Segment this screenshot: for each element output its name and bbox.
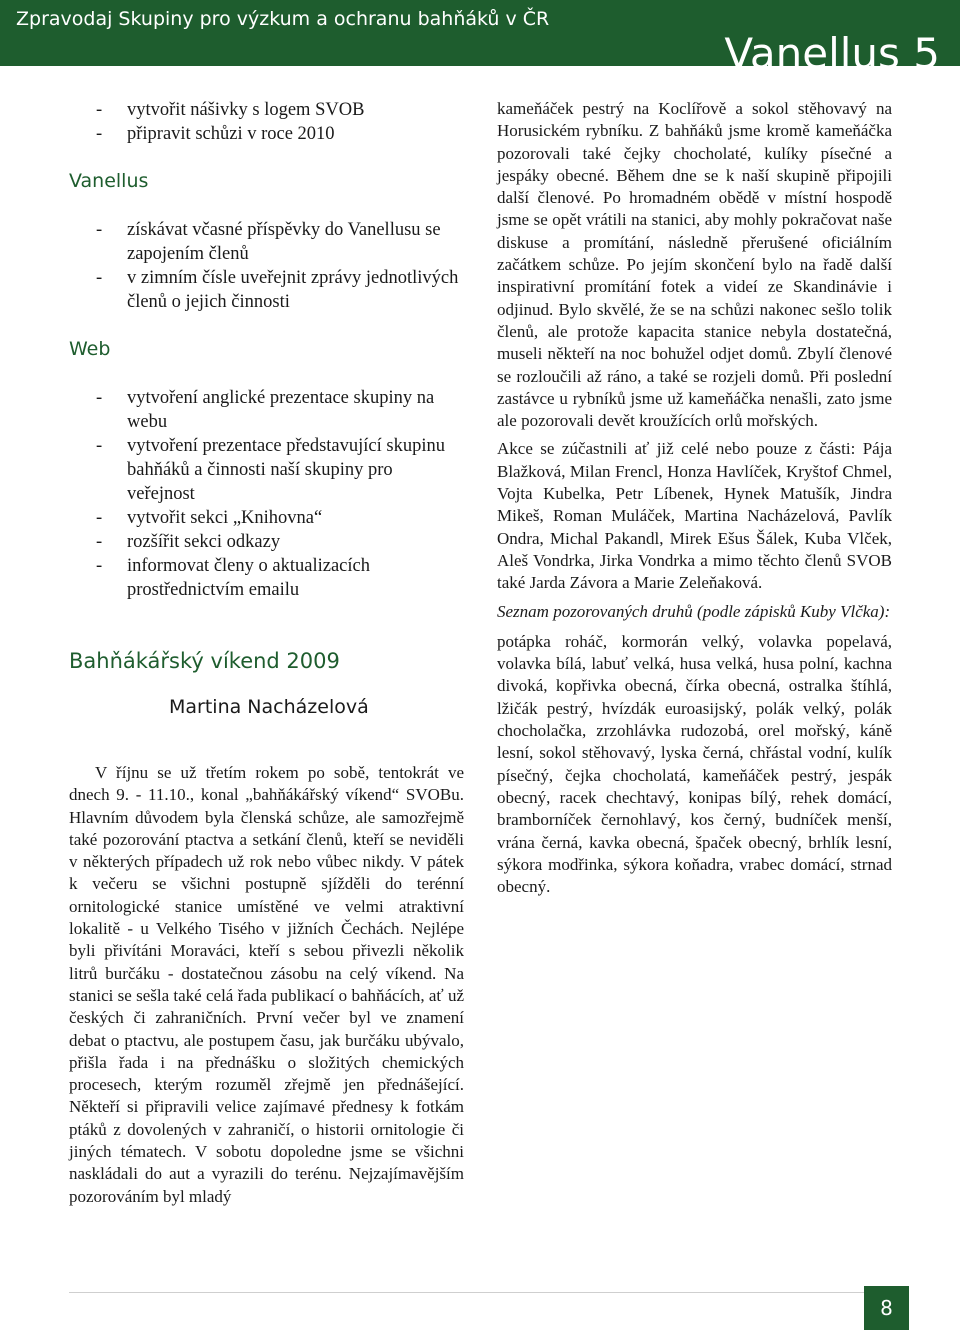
- list-item: - v zimním čísle uveřejnit zprávy jednotlivých členů o jejich činnosti: [69, 266, 464, 314]
- list-item: - získávat včasné příspěvky do Vanellusu se zapojením členů: [69, 218, 464, 266]
- section-heading-vanellus: Vanellus: [69, 170, 149, 192]
- list-item: - vytvořit sekci „Knihovna“: [69, 506, 464, 530]
- article-title: Bahňákářský víkend 2009: [69, 649, 340, 673]
- list-vanellus: [69, 218, 464, 314]
- list-goals: [69, 98, 464, 146]
- right-column: [497, 98, 892, 898]
- list-web: [69, 386, 464, 602]
- page-number: 8: [864, 1286, 909, 1330]
- header-bar: [0, 0, 960, 78]
- list-item: - připravit schůzi v roce 2010: [69, 122, 464, 146]
- article-paragraph: kameňáček pestrý na Koclířově a sokol stěhovavý na Horusickém rybníku. Z bahňáků jsme kromě kameňáčka pozorovali také čejky chocholaté, kulíky písečné a jespáky obecné. Během dne se k naší skupině připojili další členové. Po hromadném obědě v místní hospodě jsme se opět vrátili na stanici, aby mohly pokračovat naše diskuse a promítání, následně přerušené oficiálním začátkem schůze. Po jejím skončení bylo na řadě další inspirativní promítání fotek a videí ze Skandinávie i odjinud. Bylo skvělé, že se na schůzi nakonec sešlo tolik členů, ale protože kapacita stanice nebyla dostatečná, museli někteří na noc bohužel odjet domů. Zbylí členové se rozloučili až ráno, a také se rozjeli domů. Při poslední zastávce u rybníků jsme už kameňáčka nenašli, zato jsme ale pozorovali devět kroužících orlů mořských.: [497, 99, 892, 431]
- list-item: - rozšířit sekci odkazy: [69, 530, 464, 554]
- footer-divider: [69, 1292, 909, 1293]
- species-heading: Seznam pozorovaných druhů (podle zápisků Kuby Vlčka):: [497, 601, 891, 621]
- section-heading-web: Web: [69, 338, 111, 360]
- left-column: [69, 98, 464, 1208]
- list-item: - informovat členy o aktualizacích prostřednictvím emailu: [69, 554, 464, 602]
- species-list: potápka roháč, kormorán velký, volavka popelavá, volavka bílá, labuť velká, husa velká, husa polní, kachna divoká, kopřivka obecná, čírka obecná, ostralka štíhlá, lžičák pestrý, hvízdák euroasijský, polák velký, polák chocholačka, zrzohlávka rudozobá, orel mořský, káně lesní, sokol stěhovavý, lyska černá, chřástal vodní, kulík písečný, čejka chocholatá, kameňáček pestrý, jespák obecný, racek chechtavý, konipas bílý, rehek domácí, bramborníček černohlavý, kos černý, budníček menší, vrána černá, kavka obecná, špaček obecný, brhlík lesní, sýkora modřinka, sýkora koňadra, vrabec domácí, strnad obecný.: [497, 631, 892, 897]
- list-item: - vytvoření prezentace představující skupinu bahňáků a činnosti naší skupiny pro veřejnost: [69, 434, 464, 506]
- article-author: Martina Nacházelová: [169, 696, 369, 718]
- list-item: - vytvořit nášivky s logem SVOB: [69, 98, 464, 122]
- participants-paragraph: Akce se zúčastnili ať již celé nebo pouze z části: Pája Blažková, Milan Frencl, Honza Havlíček, Kryštof Chmel, Vojta Kubelka, Petr Líbenek, Hynek Matušík, Jindra Mikeš, Roman Muláček, Martina Nacházelová, Pavlík Ondra, Michal Pakandl, Mirek Ešus Šálek, Kuba Vlček, Aleš Vondrka, Jirka Vondrka a mimo těchto členů SVOB také Jarda Závora a Marie Zeleňaková.: [497, 439, 892, 593]
- journal-issue: Vanellus 5: [724, 29, 940, 78]
- list-item: - vytvoření anglické prezentace skupiny na webu: [69, 386, 464, 434]
- newsletter-title: Zpravodaj Skupiny pro výzkum a ochranu bahňáků v ČR: [16, 8, 550, 30]
- article-paragraph: V říjnu se už třetím rokem po sobě, tentokrát ve dnech 9. - 11.10., konal „bahňákářský víkend“ SVOBu. Hlavním důvodem byla členská schůze, ale samozřejmě také pozorování ptactva a setkání členů, kteří se neviděli v některých případech už rok nebo vůbec nikdy. V pátek k večeru se všichni postupně sjížděli do terénní ornitologické stanice umístěné ve velmi atraktivní lokalitě - u Velkého Tisého v jižních Čechách. Nejlépe byli přivítáni Moraváci, kteří s sebou přivezli několik litrů burčáku - dostatečnou zásobu na celý víkend. Na stanici se sešla také celá řada publikací o bahňácích, ať už českých či zahraničních. První večer byl ve znamení debat o ptactvu, ale postupem času, jak burčáku ubývalo, přišla řada i na přednášku o složitých chemických procesech, kterým rozuměl zřejmě jen přednášející. Někteří si připravili velice zajímavé přednesy k fotkám ptáků z dovolených v zahraničí, o historii ornitologie či jiných tématech. V sobotu dopoledne jsme se všichni naskládali do aut a vyrazili do terénu. Nejzajímavějším pozorováním byl mladý: [69, 763, 464, 1206]
